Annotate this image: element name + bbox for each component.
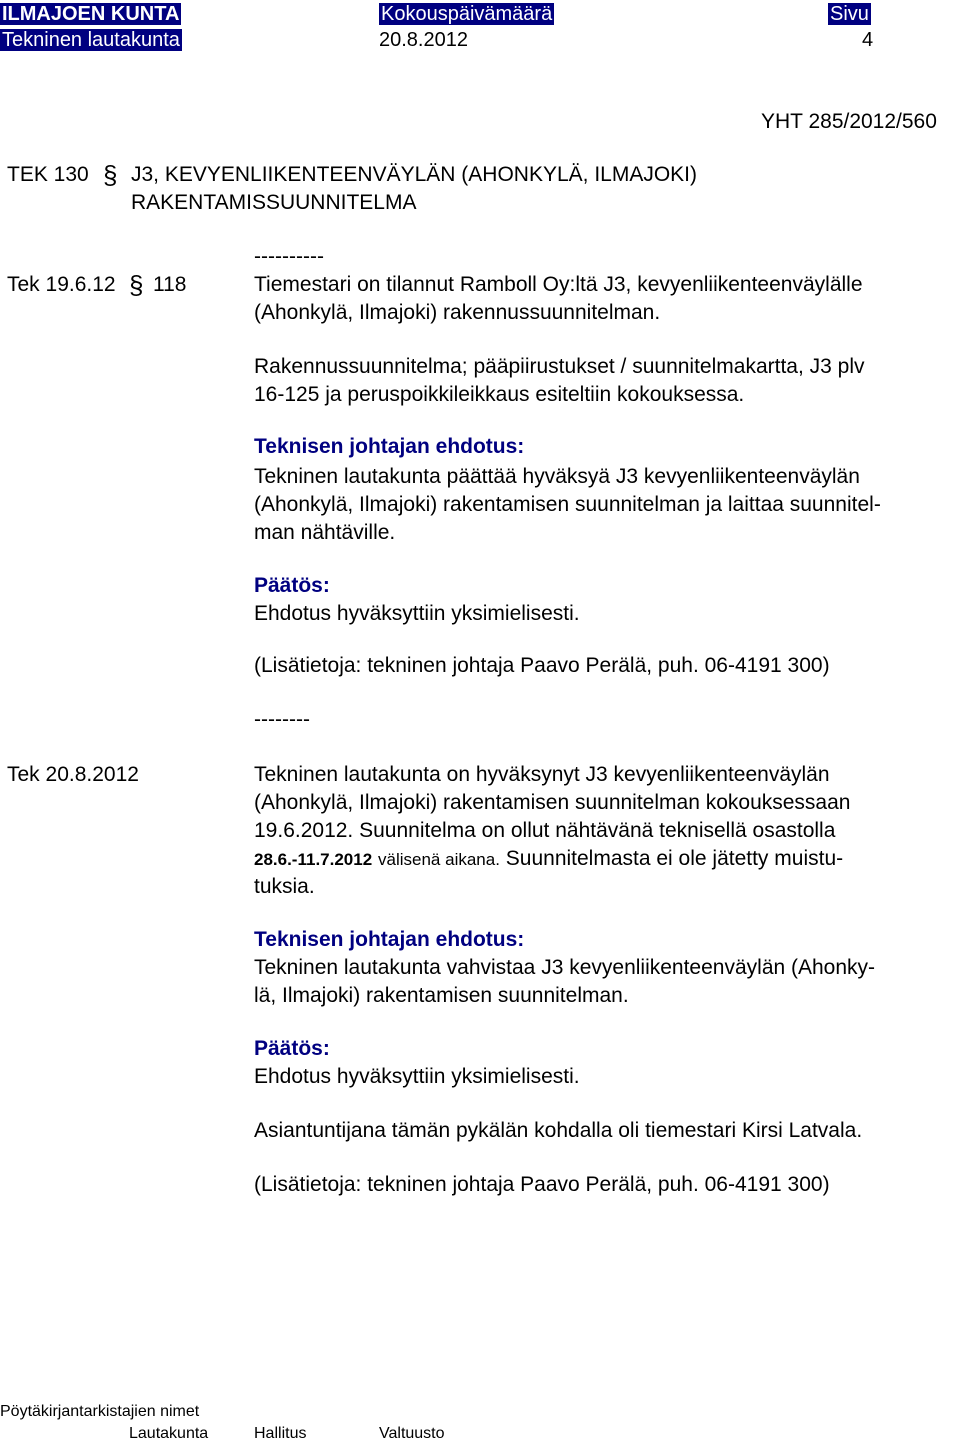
body-tail: Suunnitelmasta ei ole jätetty muistu- (505, 847, 844, 870)
section-icon: § (129, 270, 144, 300)
contact-info: (Lisätietoja: tekninen johtaja Paavo Perälä, puh. 06-4191 300) (254, 654, 830, 677)
body-line: Tekninen lautakunta vahvistaa J3 kevyenliikenteenväylän (Ahonky- (254, 956, 876, 979)
body-line: Rakennussuunnitelma; pääpiirustukset / suunnitelmakartta, J3 plv (254, 355, 865, 378)
body-line (254, 845, 843, 874)
expert-note: Asiantuntijana tämän pykälän kohdalla oli tiemestari Kirsi Latvala. (254, 1119, 863, 1142)
separator: -------- (254, 708, 310, 731)
date-range-suffix: välisenä aikana. (378, 850, 500, 869)
page-label: Sivu (830, 3, 869, 25)
body-line: (Ahonkylä, Ilmajoki) rakentamisen suunnitelman kokouksessaan (254, 791, 851, 814)
body-line: tuksia. (254, 875, 315, 898)
meeting1-ref: Tek 19.6.12 (7, 273, 116, 296)
reference-number: YHT 285/2012/560 (761, 110, 937, 133)
page-number: 4 (862, 29, 874, 51)
date-label: Kokouspäivämäärä (381, 3, 553, 25)
footer-col-lautakunta: Lautakunta (129, 1425, 209, 1442)
body-line: (Ahonkylä, Ilmajoki) rakennussuunnitelman. (254, 301, 661, 324)
footer-label: Pöytäkirjantarkistajien nimet (0, 1403, 200, 1420)
body-line: (Ahonkylä, Ilmajoki) rakentamisen suunnitelman ja laittaa suunnitel- (254, 493, 881, 516)
body-line: 19.6.2012. Suunnitelma on ollut nähtävänä teknisellä osastolla (254, 819, 836, 842)
section-icon: § (103, 160, 118, 190)
meeting2-ref: Tek 20.8.2012 (7, 763, 139, 786)
decision-heading: Päätös: (254, 574, 330, 597)
footer-col-valtuusto: Valtuusto (379, 1425, 445, 1442)
section-title-line1: J3, KEVYENLIIKENTEENVÄYLÄN (AHONKYLÄ, ILMAJOKI) (131, 163, 698, 186)
org-name: ILMAJOEN KUNTA (2, 3, 180, 25)
section-code: TEK 130 (7, 163, 89, 186)
section-title-line2: RAKENTAMISSUUNNITELMA (131, 191, 417, 214)
board-name: Tekninen lautakunta (2, 29, 180, 51)
contact-info: (Lisätietoja: tekninen johtaja Paavo Perälä, puh. 06-4191 300) (254, 1173, 830, 1196)
decision-heading: Päätös: (254, 1037, 330, 1060)
body-line: 16-125 ja peruspoikkileikkaus esiteltiin kokouksessa. (254, 383, 745, 406)
meeting-date: 20.8.2012 (379, 29, 468, 51)
body-line: Tekninen lautakunta päättää hyväksyä J3 kevyenliikenteenväylän (254, 465, 860, 488)
body-line: man nähtäville. (254, 521, 396, 544)
date-range: 28.6.-11.7.2012 (254, 850, 373, 869)
body-line: Tiemestari on tilannut Ramboll Oy:ltä J3, kevyenliikenteenväylälle (254, 273, 863, 296)
body-line: Tekninen lautakunta on hyväksynyt J3 kevyenliikenteenväylän (254, 763, 830, 786)
body-line: lä, Ilmajoki) rakentamisen suunnitelman. (254, 984, 629, 1007)
separator: ---------- (254, 245, 324, 268)
proposal-heading: Teknisen johtajan ehdotus: (254, 928, 525, 951)
decision-text: Ehdotus hyväksyttiin yksimielisesti. (254, 1065, 580, 1088)
footer-col-hallitus: Hallitus (254, 1425, 307, 1442)
proposal-heading: Teknisen johtajan ehdotus: (254, 435, 525, 458)
decision-text: Ehdotus hyväksyttiin yksimielisesti. (254, 602, 580, 625)
meeting1-section: 118 (153, 273, 187, 296)
